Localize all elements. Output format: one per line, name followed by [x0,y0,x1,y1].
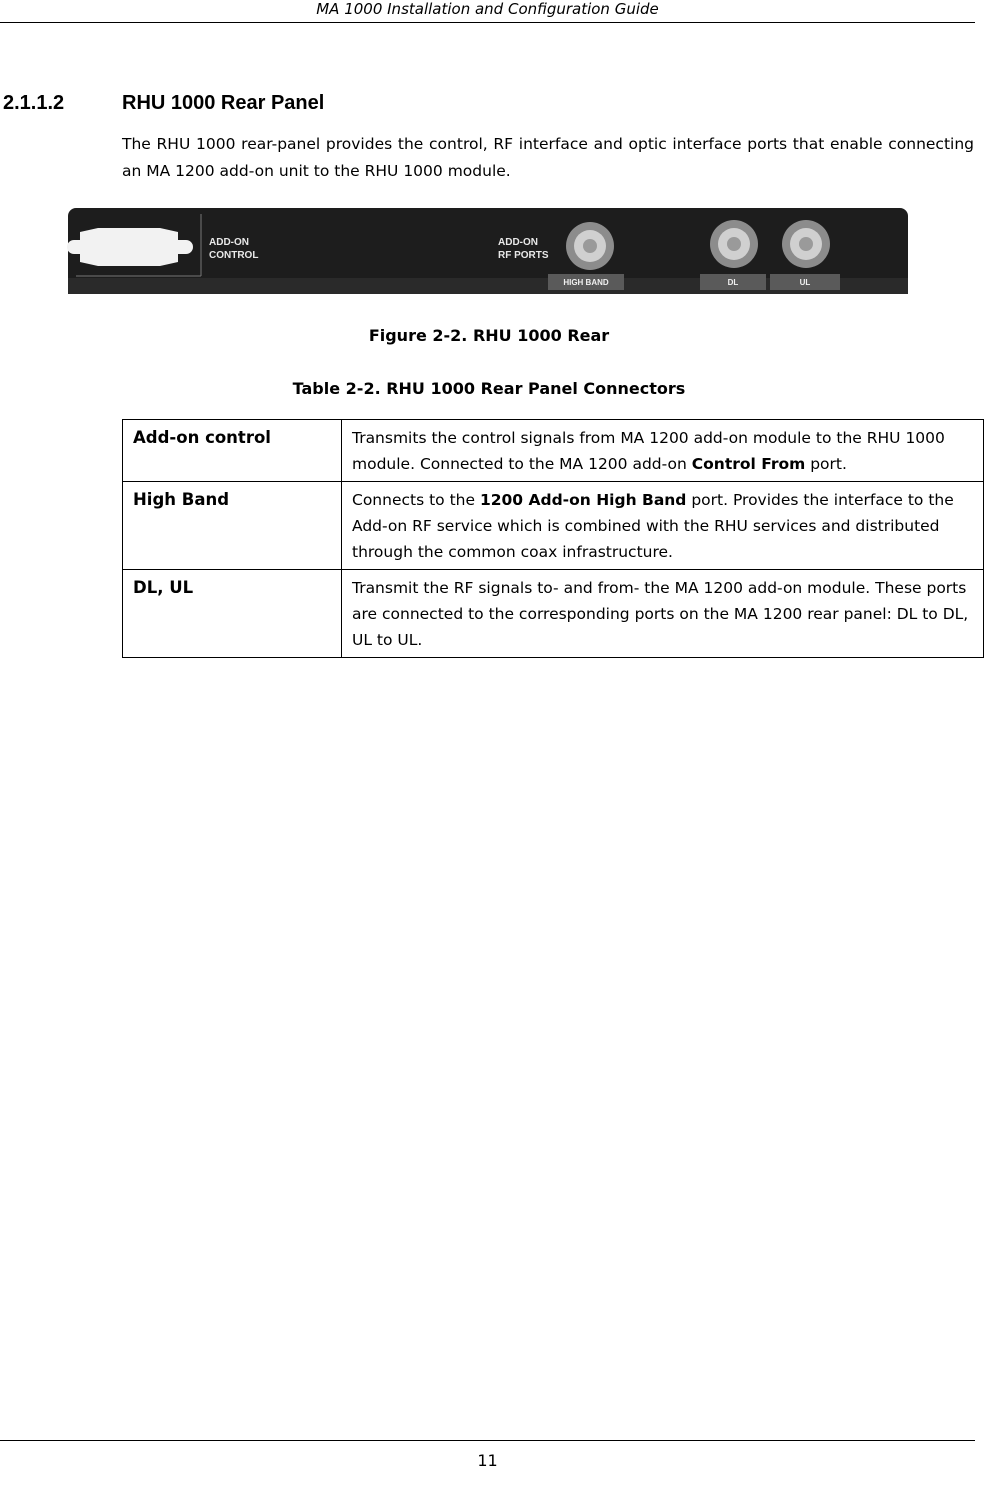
table-key-cell: High Band [123,482,342,570]
svg-text:DL: DL [727,278,739,287]
intro-paragraph: The RHU 1000 rear-panel provides the control, RF interface and optic interface ports that enable connecting an MA 1200 add-on unit to the RHU 1000 module. [122,135,974,180]
svg-text:ADD-ON: ADD-ON [498,237,538,248]
table-row [123,420,984,482]
table-desc-cell [342,570,984,658]
db9-connector-icon [67,228,193,266]
svg-text:UL: UL [799,278,811,287]
svg-text:ADD-ON: ADD-ON [209,237,249,248]
rear-panel-image [66,206,910,298]
svg-text:CONTROL: CONTROL [209,250,259,261]
section-title: RHU 1000 Rear Panel [122,92,325,114]
high-band-port-icon [566,222,614,270]
svg-text:HIGH BAND: HIGH BAND [563,278,609,287]
figure-caption: Figure 2-2. RHU 1000 Rear [368,326,610,345]
desc-bold-text: Control From [691,455,806,473]
desc-text: Connects to the [352,491,480,509]
page-header: MA 1000 Installation and Configuration Guide [0,0,975,23]
section-number: 2.1.1.2 [3,92,65,114]
desc-text: Transmits the control signals from MA 1200 add-on module to the RHU 1000 module. Connected to the MA 1200 add-on [352,429,945,473]
table-key-cell: DL, UL [123,570,342,658]
desc-text: port. [805,455,847,473]
svg-text:RF PORTS: RF PORTS [498,250,549,261]
page-number: 11 [0,1440,975,1470]
table-row [123,482,984,570]
ul-port-icon [782,220,830,268]
dl-port-icon [710,220,758,268]
table-key-cell: Add-on control [123,420,342,482]
table-desc-cell [342,482,984,570]
desc-text: port. Provides the interface to the Add-on RF service which is combined with the RHU services and distributed through the common coax infrastructure. [352,491,954,561]
table-desc-cell [342,420,984,482]
desc-bold-text: 1200 Add-on High Band [479,491,687,509]
table-row [123,570,984,658]
desc-text: Transmit the RF signals to- and from- the MA 1200 add-on module. These ports are connected to the corresponding ports on the MA 1200 rear panel: DL to DL, UL to UL. [352,579,969,649]
table-caption: Table 2-2. RHU 1000 Rear Panel Connectors [292,379,686,398]
connectors-table [122,419,984,658]
